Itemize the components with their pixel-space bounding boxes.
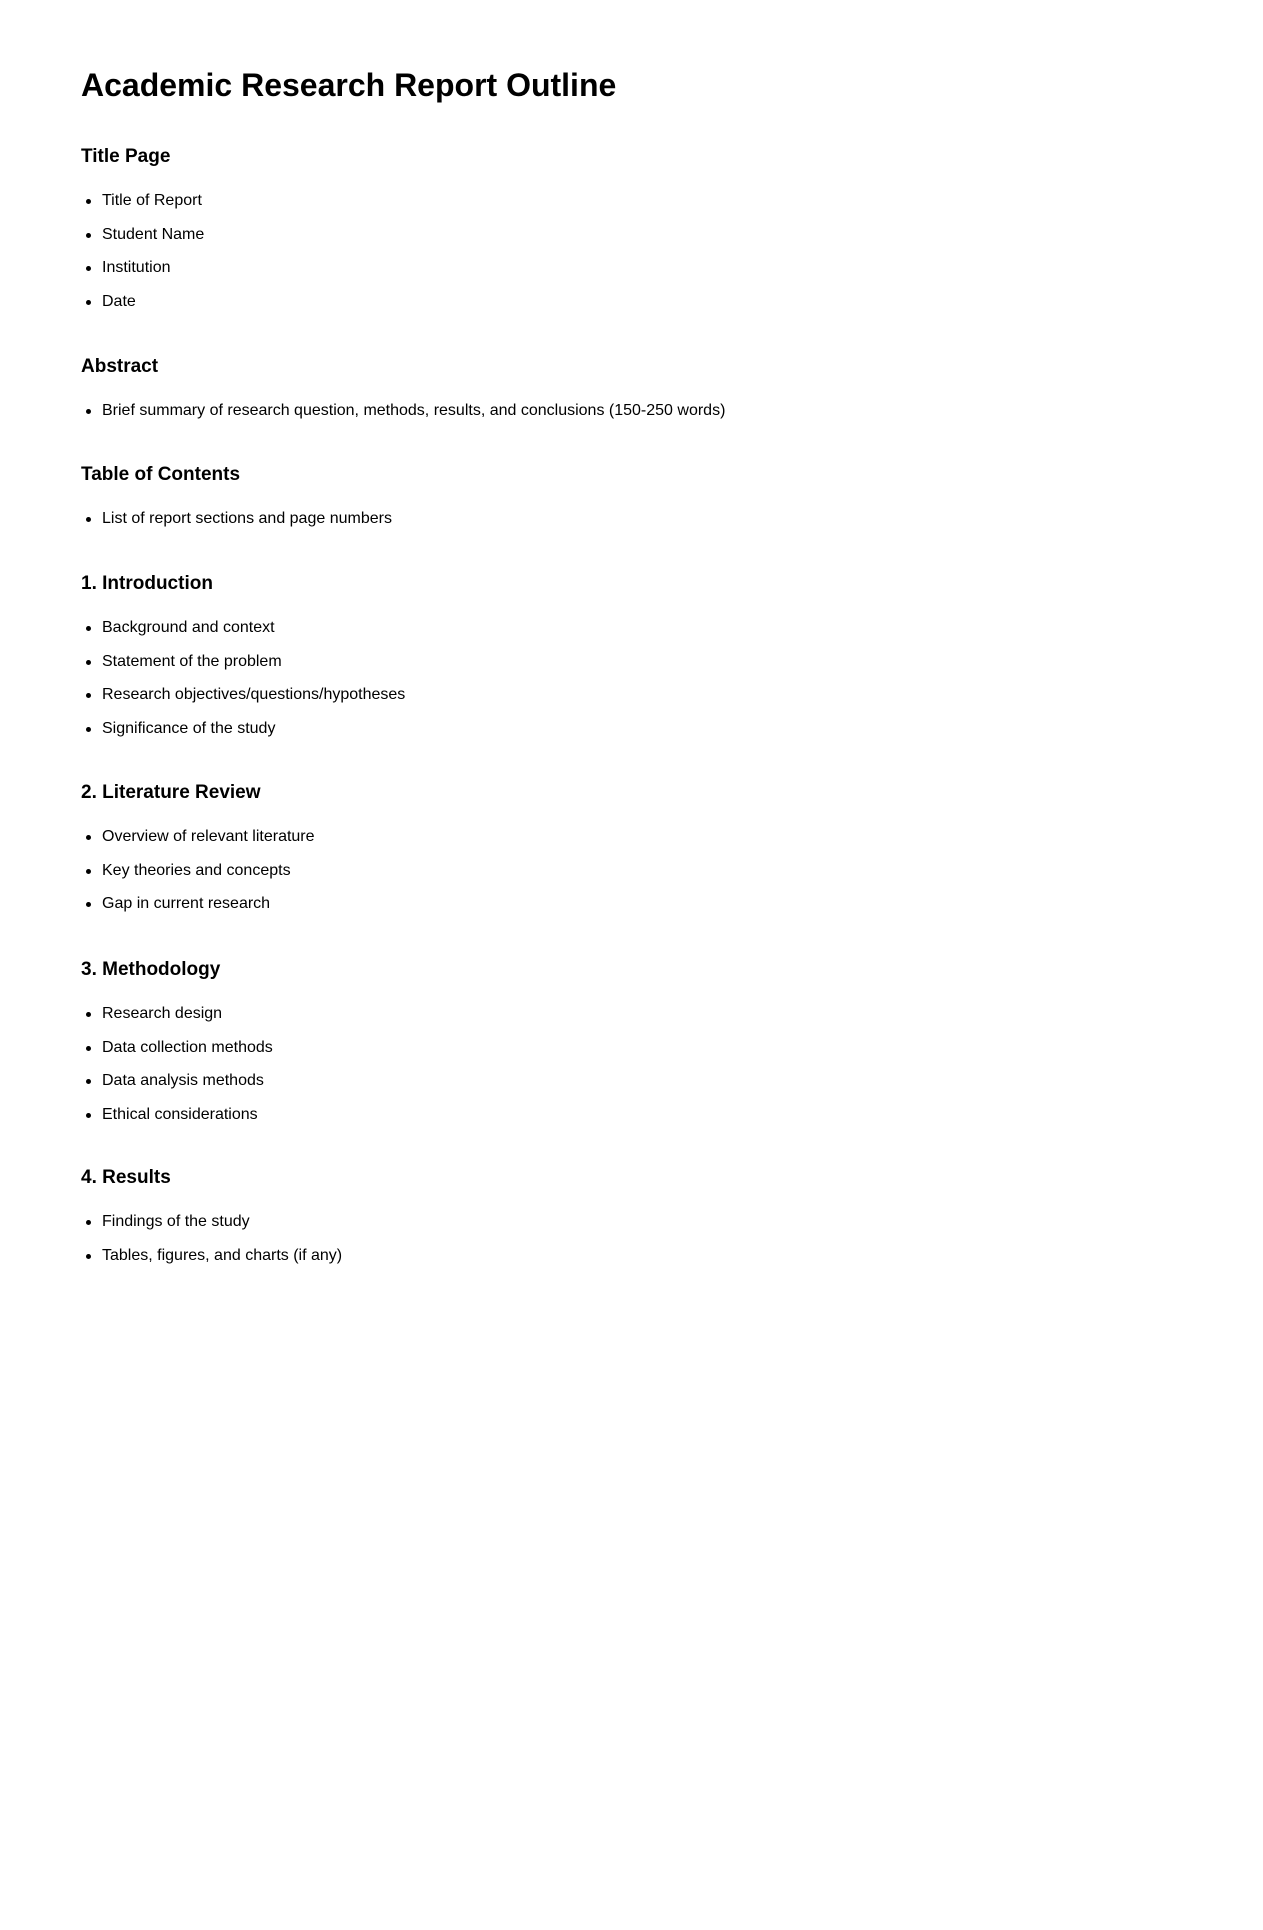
section-heading: Table of Contents (81, 464, 241, 485)
list-item: Gap in current research (102, 891, 1181, 917)
bullet-icon (86, 300, 91, 305)
list-item: Ethical considerations (102, 1102, 1181, 1128)
bullet-icon (86, 1012, 91, 1017)
bullet-icon (86, 660, 91, 665)
list-item: Background and context (102, 615, 1181, 641)
bullet-icon (86, 266, 91, 271)
bullet-list (81, 188, 1181, 314)
list-item: Findings of the study (102, 1209, 1181, 1235)
section-heading: 4. Results (81, 1167, 171, 1188)
bullet-icon (86, 902, 91, 907)
bullet-icon (86, 869, 91, 874)
bullet-icon (86, 1220, 91, 1225)
bullet-icon (86, 626, 91, 631)
section-heading: Abstract (81, 356, 159, 377)
section-heading: Title Page (81, 146, 171, 167)
list-item: Data collection methods (102, 1035, 1181, 1061)
list-item: Date (102, 289, 1181, 315)
list-item: Research objectives/questions/hypotheses (102, 682, 1181, 708)
list-item: Significance of the study (102, 716, 1181, 742)
list-item: Overview of relevant literature (102, 824, 1181, 850)
section-abstract (81, 355, 1181, 432)
bullet-list (81, 398, 1181, 424)
bullet-icon (86, 199, 91, 204)
bullet-list (81, 1209, 1181, 1268)
bullet-list (81, 615, 1181, 741)
bullet-icon (86, 1113, 91, 1118)
section-introduction (81, 572, 1181, 749)
bullet-list (81, 1001, 1181, 1127)
bullet-icon (86, 233, 91, 238)
list-item: Student Name (102, 222, 1181, 248)
section-title-page (81, 145, 1181, 322)
list-item: Title of Report (102, 188, 1181, 214)
bullet-icon (86, 1046, 91, 1051)
list-item: Institution (102, 255, 1181, 281)
section-literature-review (81, 781, 1181, 925)
section-table-of-contents (81, 463, 1181, 540)
bullet-list (81, 506, 1181, 532)
list-item: Key theories and concepts (102, 858, 1181, 884)
list-item: Research design (102, 1001, 1181, 1027)
bullet-icon (86, 1254, 91, 1259)
bullet-icon (86, 835, 91, 840)
list-item: Data analysis methods (102, 1068, 1181, 1094)
bullet-icon (86, 1079, 91, 1084)
page-title: Academic Research Report Outline (81, 67, 617, 103)
section-methodology (81, 958, 1181, 1135)
bullet-icon (86, 693, 91, 698)
list-item: List of report sections and page numbers (102, 506, 1181, 532)
section-heading: 2. Literature Review (81, 782, 261, 803)
bullet-list (81, 824, 1181, 917)
bullet-icon (86, 727, 91, 732)
bullet-icon (86, 409, 91, 414)
section-heading: 1. Introduction (81, 573, 213, 594)
section-heading: 3. Methodology (81, 959, 221, 980)
section-results (81, 1166, 1181, 1276)
bullet-icon (86, 517, 91, 522)
list-item: Tables, figures, and charts (if any) (102, 1243, 1181, 1269)
list-item: Statement of the problem (102, 649, 1181, 675)
list-item: Brief summary of research question, methods, results, and conclusions (150-250 words) (102, 398, 1181, 424)
